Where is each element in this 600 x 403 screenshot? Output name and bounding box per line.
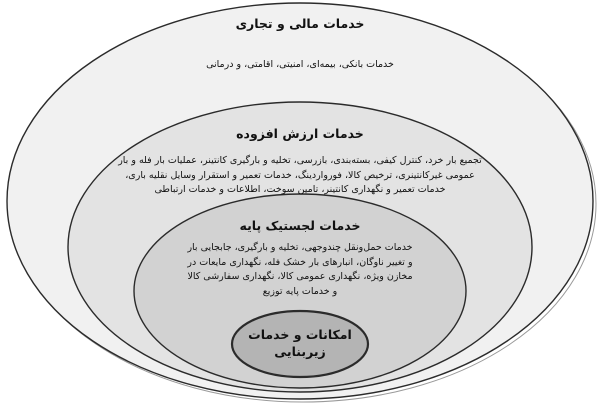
layer-desc-financial: خدمات بانکی، بیمه‌ای، امنیتی، اقامتی، و درمانی: [206, 59, 394, 70]
layer-title-infrastructure: امکانات و خدمات زیربنایی: [248, 327, 352, 359]
layer-title-basic-logistics: خدمات لجستیک پایه: [239, 218, 361, 233]
layer-title-financial: خدمات مالی و تجاری: [235, 16, 365, 31]
layer-desc-basic-logistics: خدمات حمل‌ونقل چندوجهی، تخلیه و بارگیری، جابجایی بار و تغییر ناوگان، انبارهای بار خشک فله، نگهداری مایعات در مخازن ویژه، نگهداری عمومی کالا، نگهداری سفارشی کالا و خدمات پایه توزیع: [187, 242, 413, 297]
layer-desc-value-added: تجمیع بار خرد، کنترل کیفی، بسته‌بندی، بازرسی، تخلیه و بارگیری کانتینر، عملیات بار فله و بار عمومی غیرکانتینری، ترخیص کالا، فورواردینگ، خدمات تعمیر و استقرار وسایل نقلیه باری، خدمات تعمیر و نگهداری کانتینر، تامین سوخت، اطلاعات و خدمات ارتباطی: [118, 155, 482, 195]
layer-title-value-added: خدمات ارزش افزوده: [236, 126, 364, 141]
